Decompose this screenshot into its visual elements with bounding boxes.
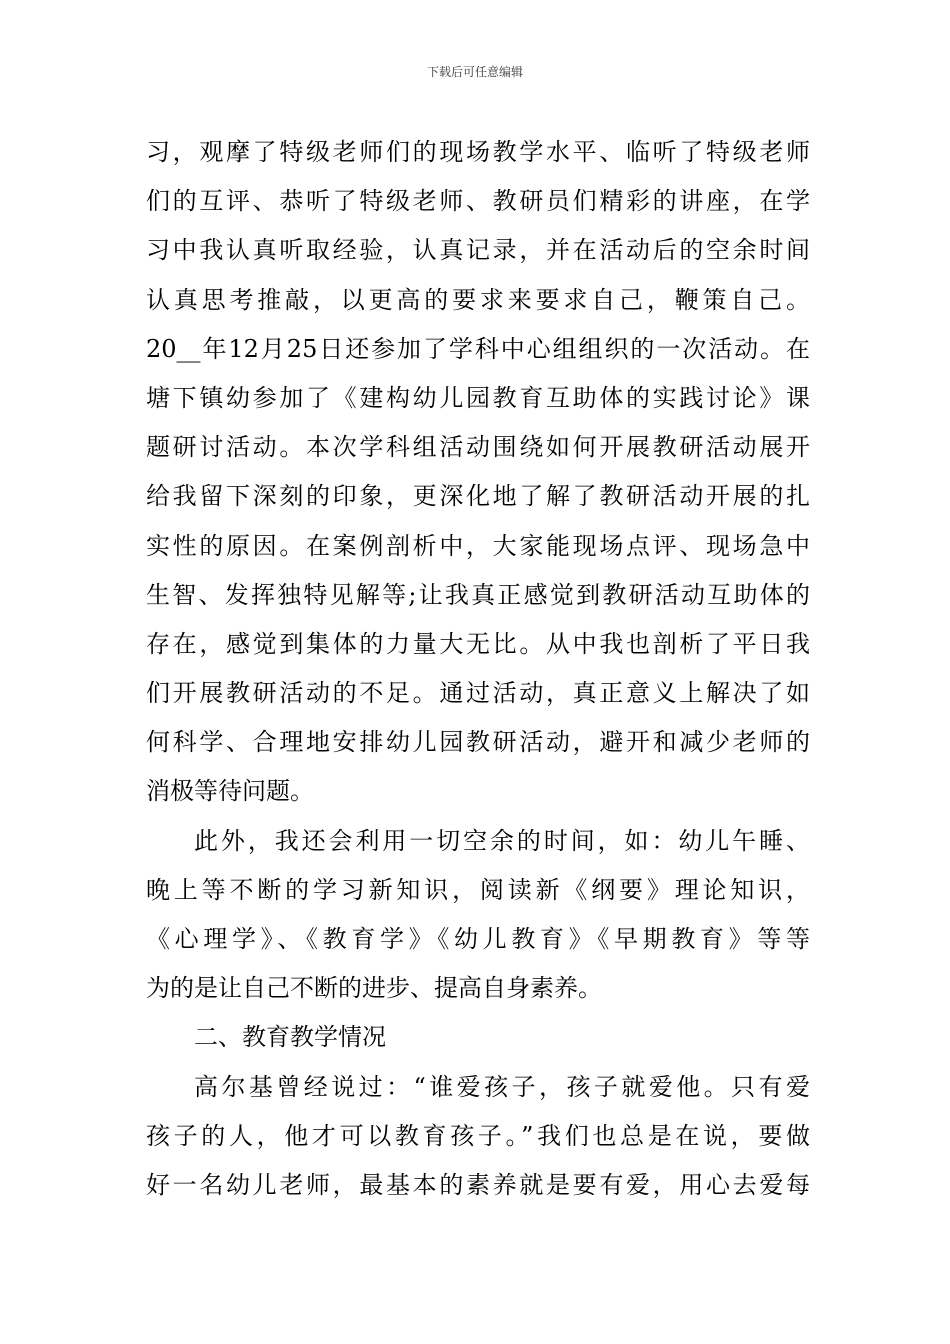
text-line: 实性的原因。在案例剖析中，大家能现场点评、现场急中 bbox=[146, 531, 810, 560]
text-line: 习，观摩了特级老师们的现场教学水平、临听了特级老师 bbox=[146, 138, 810, 166]
text-line: 二、教育教学情况 bbox=[194, 1023, 386, 1052]
text-line: 高尔基曾经说过：“谁爱孩子，孩子就爱他。只有爱 bbox=[194, 1072, 810, 1101]
page-header: 下载后可任意编辑 bbox=[426, 65, 523, 79]
text-line: 晚上等不断的学习新知识，阅读新《纲要》理论知识， bbox=[146, 875, 810, 904]
text-line: 孩子的人，他才可以教育孩子。”我们也总是在说，要做 bbox=[146, 1121, 810, 1150]
text-line: 为的是让自己不断的进步、提高自身素养。 bbox=[146, 974, 602, 1003]
text-line: 20__年12月25日还参加了学科中心组组织的一次活动。在 bbox=[146, 334, 810, 363]
text-line: 何科学、合理地安排幼儿园教研活动，避开和减少老师的 bbox=[146, 728, 810, 757]
text-line: 认真思考推敲，以更高的要求来要求自己，鞭策自己。 bbox=[146, 285, 810, 314]
text-line: 生智、发挥独特见解等;让我真正感觉到教研活动互助体的 bbox=[146, 580, 810, 609]
text-line: 给我留下深刻的印象，更深化地了解了教研活动开展的扎 bbox=[146, 482, 810, 511]
text-line: 此外，我还会利用一切空余的时间，如：幼儿午睡、 bbox=[194, 826, 810, 855]
text-line: 存在，感觉到集体的力量大无比。从中我也剖析了平日我 bbox=[146, 629, 810, 658]
text-line: 消极等待问题。 bbox=[146, 777, 314, 806]
text-line: 题研讨活动。本次学科组活动围绕如何开展教研活动展开 bbox=[146, 433, 810, 462]
text-line: 们开展教研活动的不足。通过活动，真正意义上解决了如 bbox=[146, 679, 810, 708]
text-line: 们的互评、恭听了特级老师、教研员们精彩的讲座，在学 bbox=[146, 187, 810, 216]
text-line: 《心理学》、《教育学》《幼儿教育》《早期教育》等等 bbox=[146, 925, 810, 953]
text-line: 好一名幼儿老师，最基本的素养就是要有爱，用心去爱每 bbox=[146, 1170, 810, 1199]
text-line: 塘下镇幼参加了《建构幼儿园教育互助体的实践讨论》课 bbox=[146, 383, 810, 412]
text-line: 习中我认真听取经验，认真记录，并在活动后的空余时间 bbox=[146, 236, 810, 265]
document-body bbox=[146, 128, 810, 1210]
